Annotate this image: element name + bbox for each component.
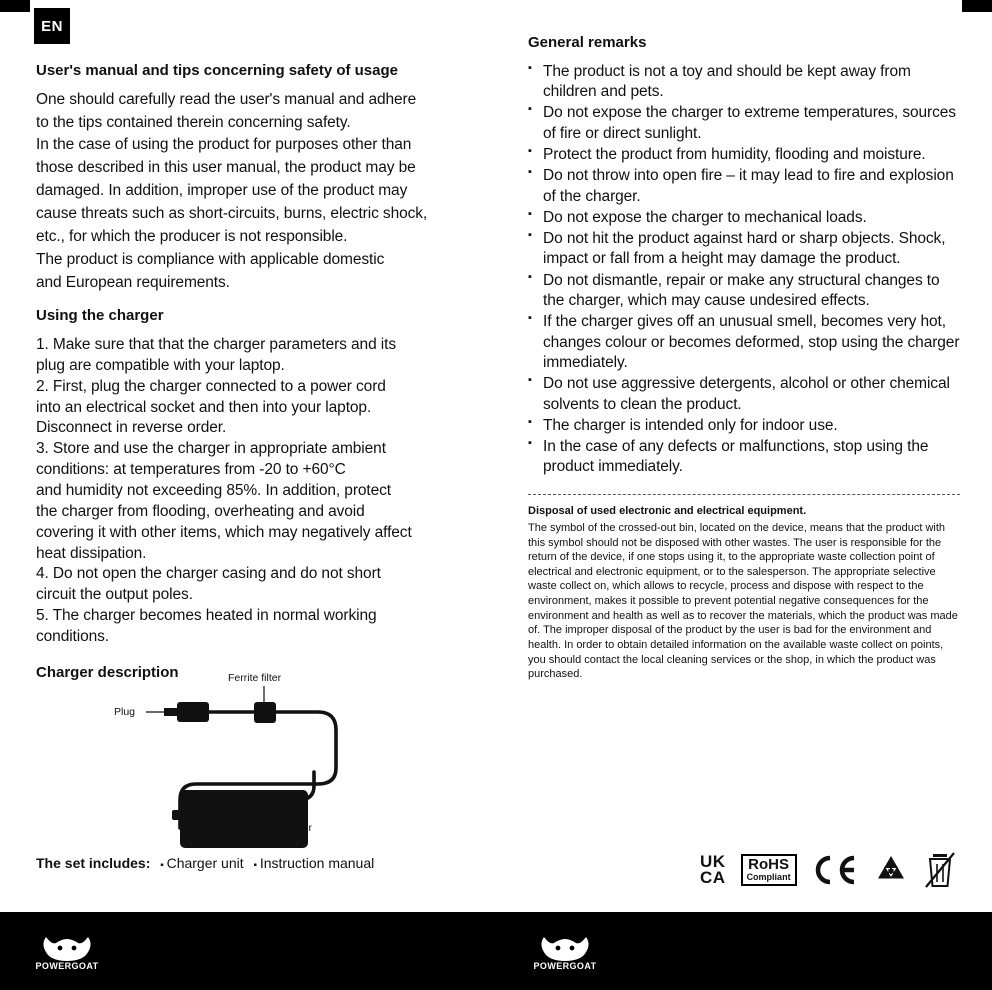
list-item: ▪ Do not dismantle, repair or make any structural changes to the charger, which may cause undesired effects. [528,271,962,312]
intro-line: to the tips contained therein concerning safety. [36,113,351,131]
top-left-marker [0,0,30,12]
step-line: Disconnect in reverse order. [36,419,227,437]
general-remarks-list [528,62,962,478]
ukca-line2: CA [700,868,726,887]
ukca-mark [700,851,726,887]
set-includes-title: The set includes: [36,855,151,871]
disposal-title: Disposal of used electronic and electrical equipment. [528,504,807,517]
list-item: ▪ Do not use aggressive detergents, alcohol or other chemical solvents to clean the product. [528,374,962,415]
step-line: 1. Make sure that that the charger parameters and its [36,336,397,354]
intro-line: In the case of using the product for purposes other than [36,136,412,154]
intro-line: those described in this user manual, the product may be [36,159,416,177]
section-divider [528,494,960,495]
rohs-line1: RoHS [748,855,789,873]
rohs-mark [741,854,797,886]
step-line: plug are compatible with your laptop. [36,356,285,374]
step-line: and humidity not exceeding 85%. In addition, protect [36,482,391,499]
list-item: ▪ Do not throw into open fire – it may lead to fire and explosion of the charger. [528,166,962,207]
brand-name: POWERGOAT [35,961,99,971]
brand-logo [520,926,610,978]
charger-label: Charger [274,822,312,834]
intro-line: One should carefully read the user's manual and adhere [36,90,417,108]
goat-logo-icon [38,933,96,963]
intro-line: and European requirements. [36,273,230,291]
list-item: ▪ The charger is intended only for indoor use. [528,416,962,436]
set-includes-item: ▪ Instruction manual [254,855,375,871]
list-item: ▪ The product is not a toy and should be kept away from children and pets. [528,62,962,103]
step-line: circuit the output poles. [36,586,193,604]
list-item: ▪ Do not expose the charger to extreme temperatures, sources of fire or direct sunlight. [528,103,962,144]
charger-description-title: Charger description [36,663,179,681]
ukca-line1: UK [700,851,726,871]
manual-title: User's manual and tips concerning safety of usage [36,62,398,79]
ferrite-filter-label: Ferrite filter [228,672,282,684]
top-right-marker [962,0,992,12]
step-line: 5. The charger becomes heated in normal working [36,607,377,625]
brand-logo [22,926,112,978]
step-line: 4. Do not open the charger casing and do not short [36,565,381,583]
intro-paragraph [36,90,486,294]
step-line: 3. Store and use the charger in appropriate ambient [36,440,386,458]
right-column [528,34,962,682]
step-line: into an electrical socket and then into your laptop. [36,398,372,416]
intro-line: damaged. In addition, improper use of the product may [36,182,408,200]
recycle-icon [873,854,909,886]
step-line: conditions: at temperatures from -20 to +60°C [36,461,346,479]
charger-illustration-svg [36,660,486,860]
ce-mark-icon [812,854,858,886]
intro-line: The product is compliance with applicable domestic [36,250,385,268]
intro-line: etc., for which the producer is not responsible. [36,227,348,245]
set-includes [36,855,374,871]
step-line: the charger from flooding, overheating and avoid [36,502,365,520]
rohs-line2: Compliant [746,871,791,882]
step-line: conditions. [36,627,110,645]
list-item: ▪ Protect the product from humidity, flooding and moisture. [528,145,962,165]
left-column [36,62,486,692]
crossed-out-bin-icon [924,851,956,889]
intro-line: cause threats such as short-circuits, burns, electric shock, [36,204,428,222]
list-item: ▪ If the charger gives off an unusual smell, becomes very hot, changes colour or becomes deformed, stop using the charger immediately. [528,312,962,373]
disposal-text: The symbol of the crossed-out bin, located on the device, means that the product with this symbol should not be disposed with other wastes. The user is responsible for the return of the device, if one stops using it, to the appropriate waste collection point of electrical and electronic equipment, or to the salesperson. The appropriate selective waste collect on, which allows to recycle, process and dispose with respect to the environment, makes it possible to prevent potential negative consequences for the environment and health as well as to recover the materials, which the product was made of. The improper disposal of the product by the user is bad for the environment and health. In order to obtain detailed information on the available waste collect on points, you should contact the local cleaning services or the shop, in which the product was purchased. [528,521,958,681]
certification-icons [700,845,956,895]
using-charger-steps [36,335,486,648]
step-line: 2. First, plug the charger connected to a power cord [36,377,386,395]
step-line: covering it with other items, which may negatively affect [36,523,412,541]
language-badge: EN [34,8,70,44]
brand-name: POWERGOAT [533,961,597,971]
footer-band [0,912,992,990]
goat-logo-icon [536,933,594,963]
list-item: ▪ Do not expose the charger to mechanical loads. [528,208,962,228]
general-remarks-title: General remarks [528,34,647,51]
set-includes-item: ▪ Charger unit [160,855,243,871]
charger-diagram [36,660,486,860]
list-item: ▪ Do not hit the product against hard or sharp objects. Shock, impact or fall from a height may damage the product. [528,229,962,270]
list-item: ▪ In the case of any defects or malfunctions, stop using the product immediately. [528,437,962,478]
using-charger-title: Using the charger [36,307,164,325]
plug-label: Plug [114,706,136,718]
step-line: heat dissipation. [36,544,147,562]
